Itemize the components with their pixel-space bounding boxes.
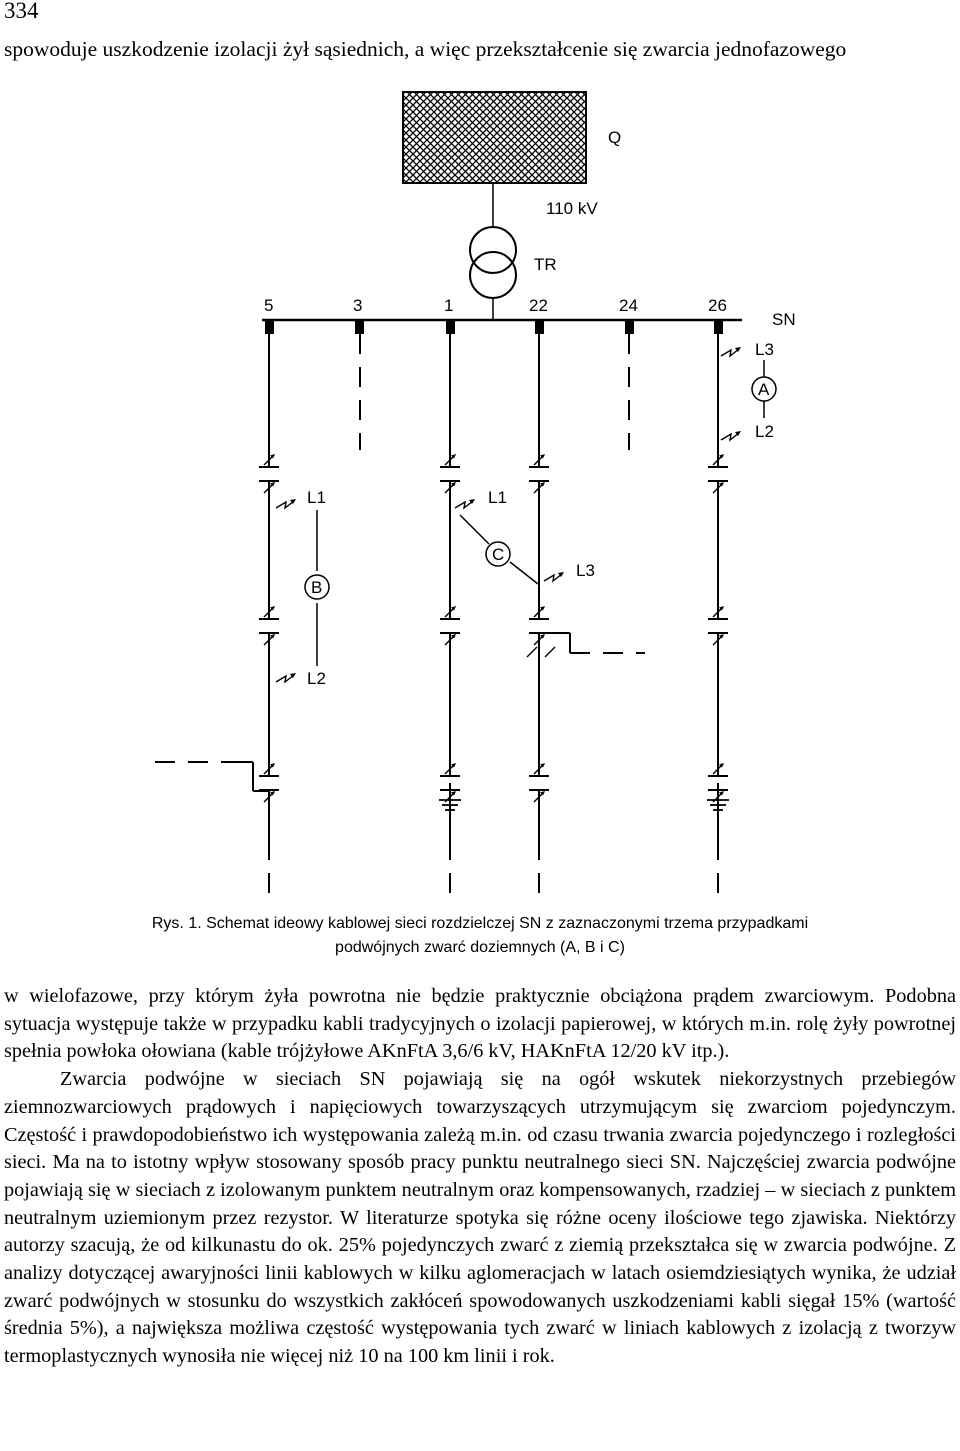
figure-caption-line-2: podwójnych zwarć doziemnych (A, B i C): [335, 939, 625, 956]
case-b-top-phase: L1: [307, 488, 326, 507]
label-q: Q: [608, 128, 622, 147]
case-a-bottom-phase: L2: [755, 422, 774, 441]
transformer-winding-upper: [470, 227, 516, 273]
case-c-bottom-phase: L3: [576, 561, 595, 580]
label-110kv: 110 kV: [546, 199, 598, 218]
case-c-top-phase: L1: [488, 488, 507, 507]
label-tr: TR: [534, 255, 557, 274]
case-a-letter: A: [758, 380, 770, 399]
body-text: [4, 983, 956, 1371]
fault-case-a: [721, 340, 776, 441]
feeder-label-26: 26: [708, 296, 727, 315]
label-sn: SN: [772, 310, 796, 329]
case-a-top-phase: L3: [755, 340, 774, 359]
feeder-label-5: 5: [264, 296, 274, 315]
page-number: 334: [4, 0, 39, 23]
system-source-block: [403, 92, 586, 183]
figure-caption-line-1: Rys. 1. Schemat ideowy kablowej sieci rozdzielczej SN z zaznaczonymi trzema przypadkami: [151, 915, 809, 932]
feeder-label-24: 24: [619, 296, 638, 315]
case-b-letter: B: [311, 578, 323, 597]
paragraph-1: w wielofazowe, przy którym żyła powrotna nie będzie praktycznie obciążona prądem zwarciowym. Podobna sytuacja występuje także w przypadku kabli tradycyjnych o izolacji papierowej, w których m.in. rolę żyły powrotnej spełnia powłoka ołowiana (kable trójżyłowe AKnFtA 3,6/6 kV, HAKnFtA 12/20 kV itp.).: [4, 985, 956, 1063]
feeder-label-3: 3: [353, 296, 363, 315]
fault-case-b: [276, 488, 329, 688]
fault-case-c: [455, 488, 595, 584]
case-c-letter: C: [492, 545, 505, 564]
case-b-bottom-phase: L2: [307, 669, 326, 688]
feeder-label-1: 1: [444, 296, 454, 315]
paragraph-2: Zwarcia podwójne w sieciach SN pojawiają się na ogół wskutek niekorzystnych przebiegów ziemnozwarciowych prądowych i napięciowych towarzyszących utrzymującym się zwarciom pojedynczym. Częstość i prawdopodobieństwo ich występowania zależą m.in. od czasu trwania zwarcia pojedynczego i rozległości sieci. Ma na to istotny wpływ stosowany sposób pracy punktu neutralnego sieci SN. Najczęściej zwarcia podwójne pojawiają się w sieciach z izolowanym punktem neutralnym oraz kompensowanych, rzadziej – w sieciach z punktem neutralnym uziemionym przez rezystor. W literaturze spotyka się różne oceny ilościowe tego zjawiska. Niektórzy autorzy szacują, że od kilkunastu do ok. 25% pojedynczych zwarć z ziemią przekształca się w zwarcia podwójne. Z analizy dotyczącej awaryjności linii kablowych w kilku aglomeracjach w latach osiemdziesiątych wynika, że udział zwarć podwójnych w stosunku do wszystkich zakłóceń spowodowanych uszkodzeniami kabli sięgał 15% (wartość średnia 5%), a największa możliwa częstość występowania tych zwarć w liniach kablowych z izolacją z tworzyw termoplastycznych wynosiła nie więcej niż 10 na 100 km linii i rok.: [4, 1068, 956, 1368]
feeder-label-22: 22: [529, 296, 548, 315]
first-line-text: spowoduje uszkodzenie izolacji żył sąsiednich, a więc przekształcenie się zwarcia jednofazowego: [4, 37, 847, 61]
transformer-winding-lower: [470, 252, 516, 298]
